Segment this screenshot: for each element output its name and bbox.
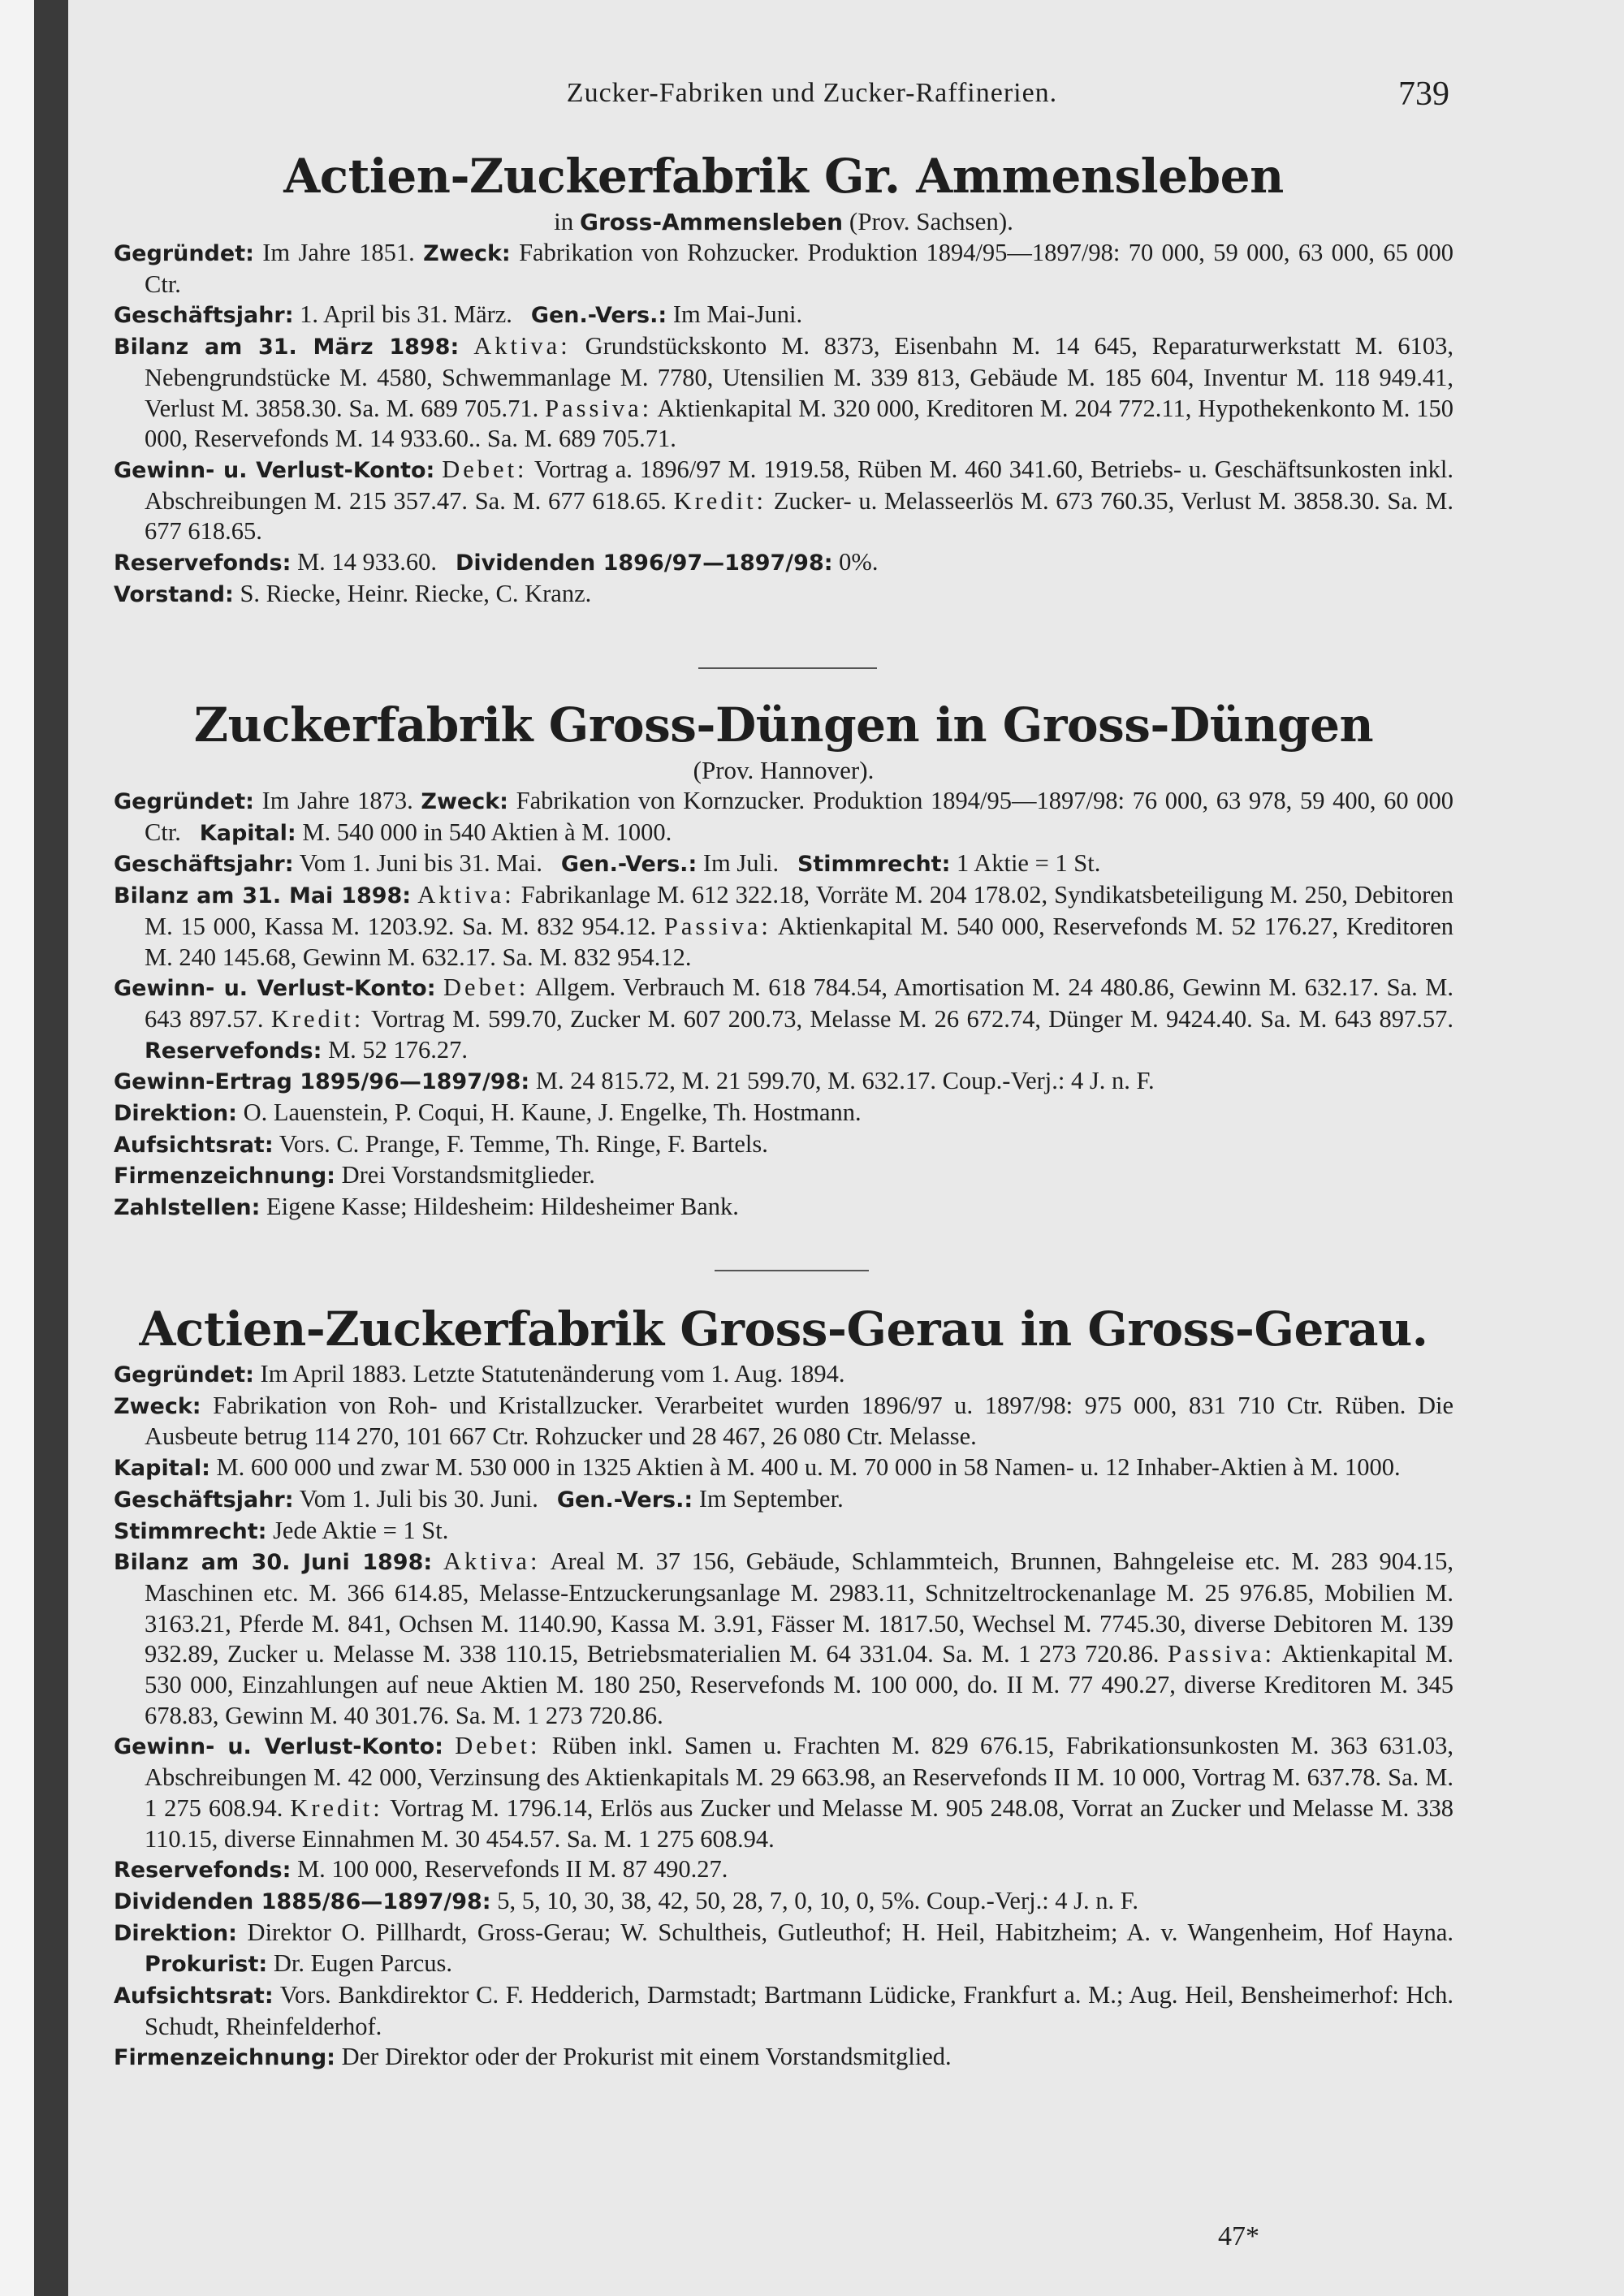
entry-label: Firmenzeichnung: bbox=[114, 2045, 335, 2071]
entry-label: Gewinn- u. Verlust-Konto: bbox=[114, 976, 436, 1002]
entry-bilanz bbox=[114, 880, 1453, 973]
entry-kapital bbox=[114, 1452, 1453, 1484]
entry-text: M. 100 000, Reservefonds II M. 87 490.27. bbox=[297, 1855, 728, 1884]
entry-gegruendet bbox=[114, 1359, 1453, 1391]
entry-label: Gewinn- u. Verlust-Konto: bbox=[114, 457, 435, 483]
entry-text: Fabrikanlage M. 612 322.18, Vorräte M. 204 178.02, Syndikatsbeteiligung M. 250, Debitoren M. 15 000, Kassa M. 1203.92. Sa. M. 832 954.12. bbox=[145, 881, 1454, 940]
entry-label: Bilanz am 30. Juni 1898: bbox=[114, 1550, 433, 1576]
subtitle-prefix: in bbox=[554, 207, 574, 235]
entry-stimmrecht bbox=[114, 1516, 1453, 1547]
entry-text: Vortrag M. 1796.14, Erlös aus Zucker und Melasse M. 905 248.08, Vorrat an Zucker und Melasse M. 338 110.15, diverse Einnahmen M. 30 454.57. Sa. M. 1 275 608.94. bbox=[145, 1793, 1453, 1853]
entry-text: Fabrikation von Rohzucker. Produktion 1894/95—1897/98: 70 000, 59 000, 63 000, 65 000 Ctr. bbox=[145, 239, 1453, 298]
entry-text: M. 52 176.27. bbox=[328, 1035, 469, 1064]
section-ammensleben bbox=[114, 146, 1453, 610]
entry-ertrag bbox=[114, 1066, 1453, 1098]
section-gross-duengen bbox=[114, 695, 1453, 1224]
entry-gegruendet bbox=[114, 238, 1453, 300]
entry-label: Gen.-Vers.: bbox=[530, 303, 667, 329]
section-divider bbox=[698, 667, 877, 669]
entry-label: Kapital: bbox=[199, 820, 296, 846]
entry-direktion bbox=[114, 1098, 1453, 1129]
entry-label: Reservefonds: bbox=[114, 550, 292, 576]
entry-geschaeftsjahr bbox=[114, 1484, 1453, 1516]
entry-text: 1 Aktie = 1 St. bbox=[957, 849, 1101, 878]
section-divider bbox=[715, 1270, 869, 1271]
entry-zweck bbox=[114, 1391, 1453, 1452]
entry-geschaeftsjahr bbox=[114, 848, 1453, 880]
entry-text: Der Direktor oder der Prokurist mit einem Vorstandsmitglied. bbox=[341, 2043, 952, 2071]
entry-firmenzeichnung bbox=[114, 2042, 1453, 2074]
section-subtitle: (Prov. Hannover). bbox=[693, 756, 875, 784]
entry-text: Im April 1883. Letzte Statutenänderung vom 1. Aug. 1894. bbox=[260, 1360, 845, 1388]
passiva-word: Passiva: bbox=[1167, 1640, 1275, 1668]
entry-text: Jede Aktie = 1 St. bbox=[273, 1516, 449, 1544]
aktiva-word: Aktiva: bbox=[443, 1547, 541, 1576]
entry-guv bbox=[114, 455, 1453, 547]
debet-word: Debet: bbox=[442, 455, 528, 483]
entry-text: Aktienkapital M. 530 000, Einzahlungen auf neue Aktien M. 180 250, Reservefonds M. 100 000, do. II M. 77 490.27, diverse Kreditoren M. 345 678.83, Gewinn M. 40 301.76. Sa. M. 1 273 720.86. bbox=[145, 1640, 1453, 1729]
entry-label: Stimmrecht: bbox=[797, 852, 951, 878]
entry-text: Im Jahre 1851. bbox=[262, 239, 415, 266]
entry-label: Prokurist: bbox=[145, 1952, 268, 1978]
entry-text: S. Riecke, Heinr. Riecke, C. Kranz. bbox=[240, 579, 592, 607]
entry-text: Fabrikation von Kornzucker. Produktion 1894/95—1897/98: 76 000, 63 978, 59 400, 60 000 Ctr. bbox=[145, 787, 1454, 846]
entry-text: Vors. C. Prange, F. Temme, Th. Ringe, F. Bartels. bbox=[279, 1129, 768, 1158]
kredit-word: Kredit: bbox=[290, 1793, 383, 1822]
entry-text: Vors. Bankdirektor C. F. Hedderich, Darmstadt; Bartmann Lüdicke, Frankfurt a. M.; Aug. Heil, Bensheimerhof: Hch. Schudt, Rheinfelderhof. bbox=[145, 1981, 1453, 2040]
entry-label: Gewinn-Ertrag 1895/96—1897/98: bbox=[114, 1069, 530, 1095]
page-number: 739 bbox=[1398, 76, 1449, 113]
entry-text: Im Juli. bbox=[702, 849, 780, 878]
entry-direktion bbox=[114, 1918, 1453, 1980]
section-gross-gerau bbox=[114, 1299, 1453, 2074]
entry-text: M. 540 000 in 540 Aktien à M. 1000. bbox=[302, 818, 672, 846]
subtitle-suffix: (Prov. Sachsen). bbox=[849, 207, 1013, 235]
kredit-word: Kredit: bbox=[270, 1004, 365, 1033]
entry-label: Zweck: bbox=[114, 1393, 201, 1419]
entry-text: Aktienkapital M. 540 000, Reservefonds M. 52 176.27, Kreditoren M. 240 145.68, Gewinn M. 632.17. Sa. M. 832 954.12. bbox=[145, 912, 1453, 971]
entry-label: Zweck: bbox=[421, 789, 508, 814]
entry-reservefonds bbox=[114, 1854, 1453, 1886]
running-head: Zucker-Fabriken und Zucker-Raffinerien. bbox=[566, 78, 1058, 108]
entry-label: Direktion: bbox=[114, 1920, 237, 1946]
entry-guv bbox=[114, 973, 1453, 1066]
entry-label: Reservefonds: bbox=[145, 1038, 322, 1064]
entry-label: Gegründet: bbox=[114, 1362, 254, 1388]
kredit-word: Kredit: bbox=[673, 486, 767, 515]
entry-text: 5, 5, 10, 30, 38, 42, 50, 28, 7, 0, 10, 0, 5%. Coup.-Verj.: 4 J. n. F. bbox=[497, 1886, 1138, 1914]
entry-text: Im September. bbox=[698, 1484, 844, 1513]
page-margin bbox=[0, 0, 34, 2296]
entry-text: Vom 1. Juli bis 30. Juni. bbox=[299, 1484, 538, 1513]
entry-bilanz bbox=[114, 331, 1453, 455]
entry-text: Drei Vorstandsmitglieder. bbox=[341, 1161, 595, 1189]
entry-geschaeftsjahr bbox=[114, 300, 1453, 331]
entry-label: Gewinn- u. Verlust-Konto: bbox=[114, 1734, 443, 1760]
debet-word: Debet: bbox=[455, 1732, 541, 1760]
entry-gegruendet bbox=[114, 786, 1453, 848]
entry-text: Allgem. Verbrauch M. 618 784.54, Amortisation M. 24 480.86, Gewinn M. 632.17. Sa. M. 643 897.57. bbox=[145, 973, 1454, 1033]
entry-label: Vorstand: bbox=[114, 581, 234, 607]
entry-label: Geschäftsjahr: bbox=[114, 852, 294, 878]
entry-text: Areal M. 37 156, Gebäude, Schlammteich, Brunnen, Bahngeleise etc. M. 283 904.15, Maschinen etc. M. 366 614.85, Melasse-Entzuckerungsanlage M. 2983.11, Schnitzeltrockenanlage M. 25 976.85, Mobilien M. 3163.21, Pferde M. 841, Ochsen M. 1140.90, Kassa M. 3.91, Fässer M. 1817.50, Wechsel M. 7745.30, diverse Debitoren M. 139 932.89, Zucker u. Melasse M. 338 110.15, Betriebsmaterialien M. 64 331.04. Sa. M. 1 273 720.86. bbox=[145, 1547, 1453, 1668]
entry-label: Geschäftsjahr: bbox=[114, 303, 294, 329]
entry-vorstand bbox=[114, 579, 1453, 611]
entry-text: M. 24 815.72, M. 21 599.70, M. 632.17. Coup.-Verj.: 4 J. n. F. bbox=[535, 1067, 1155, 1095]
entry-text: Fabrikation von Roh- und Kristallzucker. Verarbeitet wurden 1896/97 u. 1897/98: 975 000, 831 710 Ctr. Rüben. Die Ausbeute betrug 114 270, 101 667 Ctr. Rohzucker und 28 467, 26 080 Ctr. Melasse. bbox=[145, 1391, 1453, 1451]
entry-label: Direktion: bbox=[114, 1101, 237, 1127]
entry-label: Aufsichtsrat: bbox=[114, 1132, 274, 1158]
entry-text: Vortrag a. 1896/97 M. 1919.58, Rüben M. 460 341.60, Betriebs- u. Geschäftsunkosten inkl. Abschreibungen M. 215 357.47. Sa. M. 677 618.65. bbox=[145, 455, 1454, 515]
entry-text: M. 14 933.60. bbox=[297, 548, 438, 576]
entry-guv bbox=[114, 1731, 1453, 1854]
entry-label: Bilanz am 31. Mai 1898: bbox=[114, 883, 412, 909]
entry-text: 0%. bbox=[839, 548, 879, 576]
entry-bilanz bbox=[114, 1547, 1453, 1731]
entry-label: Zahlstellen: bbox=[114, 1195, 261, 1221]
entry-reservefonds bbox=[114, 547, 1453, 579]
entry-label: Reservefonds: bbox=[114, 1858, 292, 1884]
entry-text: Aktienkapital M. 320 000, Kreditoren M. 204 772.11, Hypothekenkonto M. 150 000, Reservefonds M. 14 933.60.. Sa. M. 689 705.71. bbox=[145, 394, 1453, 453]
entry-label: Gen.-Vers.: bbox=[556, 1487, 693, 1513]
entry-label: Gen.-Vers.: bbox=[560, 852, 698, 878]
entry-label: Stimmrecht: bbox=[114, 1518, 267, 1544]
entry-label: Gegründet: bbox=[114, 241, 254, 266]
entry-label: Dividenden 1896/97—1897/98: bbox=[455, 550, 833, 576]
section-title: Actien-Zuckerfabrik Gr. Ammensleben bbox=[283, 149, 1284, 204]
entry-text: Eigene Kasse; Hildesheim: Hildesheimer Bank. bbox=[266, 1193, 739, 1221]
binding-spine bbox=[34, 0, 68, 2296]
entry-label: Bilanz am 31. März 1898: bbox=[114, 334, 460, 360]
entry-firmenzeichnung bbox=[114, 1160, 1453, 1192]
entry-text: O. Lauenstein, P. Coqui, H. Kaune, J. Engelke, Th. Hostmann. bbox=[243, 1098, 862, 1127]
entry-label: Kapital: bbox=[114, 1456, 210, 1482]
subtitle-place: Gross-Ammensleben bbox=[579, 209, 844, 235]
entry-label: Aufsichtsrat: bbox=[114, 1983, 274, 2009]
entry-dividenden bbox=[114, 1886, 1453, 1918]
passiva-word: Passiva: bbox=[545, 394, 653, 422]
entry-text: Zucker- u. Melasseerlös M. 673 760.35, Verlust M. 3858.30. Sa. M. 677 618.65. bbox=[145, 486, 1453, 546]
entry-zahlstellen bbox=[114, 1192, 1453, 1224]
entry-text: 1. April bis 31. März. bbox=[300, 300, 512, 329]
entry-text: Vortrag M. 599.70, Zucker M. 607 200.73, Melasse M. 26 672.74, Dünger M. 9424.40. Sa. M. 643 897.57. bbox=[370, 1004, 1454, 1033]
section-title: Actien-Zuckerfabrik Gross-Gerau in Gross-Gerau. bbox=[139, 1301, 1428, 1357]
entry-text: M. 600 000 und zwar M. 530 000 in 1325 Aktien à M. 400 u. M. 70 000 in 58 Namen- u. 12 Inhaber-Aktien à M. 1000. bbox=[216, 1453, 1401, 1482]
entry-label: Geschäftsjahr: bbox=[114, 1487, 294, 1513]
aktiva-word: Aktiva: bbox=[417, 881, 515, 909]
entry-text: Rüben inkl. Samen u. Frachten M. 829 676.15, Fabrikationsunkosten M. 363 631.03, Abschreibungen M. 42 000, Verzinsung des Aktienkapitals M. 29 663.98, an Reservefonds II M. 10 000, Vortrag M. 637.78. Sa. M. 1 275 608.94. bbox=[145, 1732, 1454, 1822]
entry-text: Im Jahre 1873. bbox=[261, 787, 413, 814]
entry-label: Dividenden 1885/86—1897/98: bbox=[114, 1888, 491, 1914]
entry-label: Firmenzeichnung: bbox=[114, 1163, 335, 1189]
signature-mark: 47* bbox=[1218, 2221, 1259, 2251]
debet-word: Debet: bbox=[443, 973, 529, 1002]
passiva-word: Passiva: bbox=[663, 912, 771, 940]
entry-text: Direktor O. Pillhardt, Gross-Gerau; W. Schultheis, Gutleuthof; H. Heil, Habitzheim; A. v. Wangenheim, Hof Hayna. bbox=[247, 1918, 1454, 1946]
entry-label: Zweck: bbox=[423, 241, 511, 266]
entry-label: Gegründet: bbox=[114, 789, 254, 814]
entry-aufsichtsrat bbox=[114, 1129, 1453, 1161]
entry-text: Dr. Eugen Parcus. bbox=[273, 1949, 453, 1978]
entry-text: Im Mai-Juni. bbox=[672, 300, 803, 329]
section-subtitle bbox=[114, 206, 1453, 238]
aktiva-word: Aktiva: bbox=[473, 332, 571, 360]
entry-aufsichtsrat bbox=[114, 1980, 1453, 2042]
section-title: Zuckerfabrik Gross-Düngen in Gross-Düngen bbox=[193, 697, 1374, 753]
entry-text: Grundstückskonto M. 8373, Eisenbahn M. 14 645, Reparaturwerkstatt M. 6103, Nebengrundstücke M. 4580, Schwemmanlage M. 7780, Utensilien M. 339 813, Gebäude M. 185 604, Inventur M. 118 949.41, Verlust M. 3858.30. Sa. M. 689 705.71. bbox=[145, 332, 1454, 422]
entry-text: Vom 1. Juni bis 31. Mai. bbox=[299, 849, 542, 878]
